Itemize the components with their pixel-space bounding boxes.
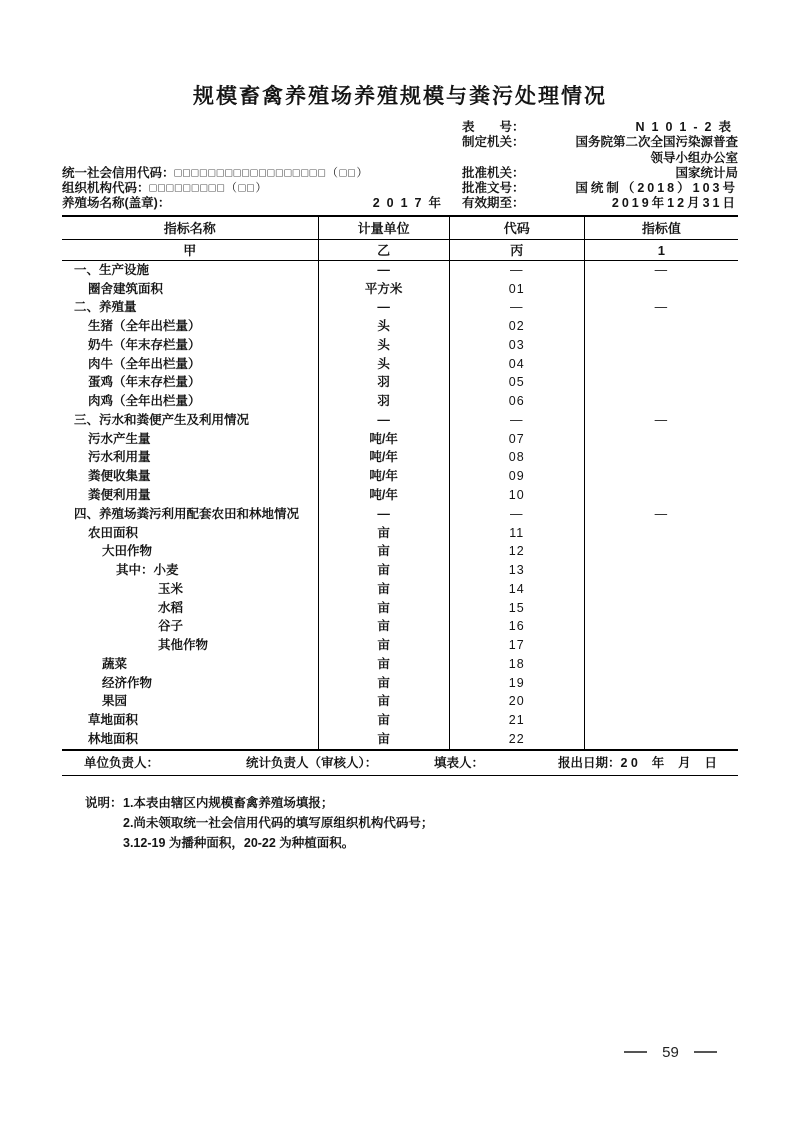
header-value: 指标值: [584, 217, 738, 239]
code-cell: 07: [449, 430, 584, 449]
signature-row: [62, 751, 738, 776]
indicator-name-cell: 污水利用量: [88, 450, 151, 465]
approval-doc-value: 国统制（2018）103号: [575, 181, 738, 196]
form-document: [62, 80, 738, 853]
code-cell: 11: [449, 524, 584, 543]
issuer-continuation: 领导小组办公室: [650, 150, 738, 165]
value-cell: [584, 542, 738, 561]
header-unit: 计量单位: [318, 217, 449, 239]
unit-cell: 吨/年: [318, 467, 449, 486]
preparer-label: 填表人：: [434, 755, 485, 770]
indicator-name-cell: 粪便收集量: [88, 469, 151, 484]
unit-cell: —: [318, 298, 449, 317]
stats-head-label: 统计负责人（审核人）：: [246, 755, 378, 770]
indicator-name-cell: 污水产生量: [88, 431, 151, 446]
value-cell: [584, 636, 738, 655]
indicator-name-cell: 经济作物: [102, 675, 153, 690]
code-cell: 12: [449, 542, 584, 561]
value-cell: [584, 617, 738, 636]
table-row: [62, 692, 738, 711]
form-number-label: 表 号：: [462, 120, 525, 134]
value-cell: [584, 711, 738, 730]
indicator-name-cell: 奶牛（年末存栏量）: [88, 337, 201, 352]
farm-name-label: 养殖场名称(盖章)：: [62, 196, 171, 211]
indicators-table: [62, 215, 738, 751]
code-cell: 03: [449, 336, 584, 355]
form-meta-block: [62, 120, 738, 212]
indicator-name-cell: 其他作物: [158, 638, 209, 653]
table-row: [62, 392, 738, 411]
value-cell: [584, 486, 738, 505]
table-row: [62, 617, 738, 636]
subheader-jia: 甲: [183, 242, 197, 258]
code-cell: 04: [449, 355, 584, 374]
unit-cell: 亩: [318, 711, 449, 730]
page-number-right-rule: [694, 1051, 717, 1053]
approver-label: 批准机关：: [462, 165, 525, 180]
unit-cell: 亩: [318, 542, 449, 561]
table-row: [62, 580, 738, 599]
indicator-name-cell: 谷子: [158, 619, 184, 634]
unit-cell: 亩: [318, 617, 449, 636]
table-row: [62, 411, 738, 430]
code-cell: 14: [449, 580, 584, 599]
value-cell: [584, 674, 738, 693]
report-date-label: 报出日期：2 0 年 月 日: [558, 755, 718, 770]
table-row: [62, 355, 738, 374]
code-cell: —: [449, 261, 584, 280]
unit-cell: —: [318, 505, 449, 524]
unit-cell: —: [318, 411, 449, 430]
table-row: [62, 430, 738, 449]
unit-cell: 羽: [318, 373, 449, 392]
value-cell: [584, 373, 738, 392]
value-cell: [584, 355, 738, 374]
indicator-name-cell: 大田作物: [102, 544, 153, 559]
indicator-name-cell: 生猪（全年出栏量）: [88, 319, 201, 334]
indicator-name-cell: 粪便利用量: [88, 487, 151, 502]
code-cell: 13: [449, 561, 584, 580]
table-row: [62, 542, 738, 561]
table-row: [62, 261, 738, 280]
code-cell: 02: [449, 317, 584, 336]
table-row: [62, 561, 738, 580]
meta-row: [62, 151, 738, 166]
table-row: [62, 505, 738, 524]
unit-cell: 亩: [318, 599, 449, 618]
meta-row: [62, 181, 738, 196]
notes-label: 说明：: [85, 795, 123, 810]
value-cell: [584, 317, 738, 336]
meta-row: [62, 196, 738, 211]
indicator-name-cell: 二、养殖量: [74, 300, 137, 315]
issuer-value: 国务院第二次全国污染源普查: [575, 135, 738, 150]
table-body: [62, 261, 738, 749]
table-row: [62, 711, 738, 730]
indicator-name-cell: 肉鸡（全年出栏量）: [88, 394, 201, 409]
unit-cell: 吨/年: [318, 486, 449, 505]
approval-doc-label: 批准文号：: [462, 181, 525, 196]
table-subheader-row: [62, 240, 738, 261]
indicator-name-cell: 圈舍建筑面积: [88, 281, 164, 296]
indicator-name-cell: 农田面积: [88, 525, 139, 540]
unit-cell: 亩: [318, 636, 449, 655]
code-cell: 18: [449, 655, 584, 674]
header-indicator-name: 指标名称: [163, 220, 216, 236]
table-row: [62, 486, 738, 505]
value-cell: —: [584, 411, 738, 430]
value-cell: [584, 448, 738, 467]
value-cell: [584, 730, 738, 749]
indicator-name-cell: 草地面积: [88, 713, 139, 728]
unit-cell: 羽: [318, 392, 449, 411]
valid-until-value: 2019年12月31日: [611, 196, 738, 211]
value-cell: [584, 580, 738, 599]
value-cell: [584, 467, 738, 486]
unit-cell: 亩: [318, 580, 449, 599]
subheader-bing: 丙: [449, 240, 584, 260]
value-cell: —: [584, 298, 738, 317]
indicator-name-cell: 肉牛（全年出栏量）: [88, 356, 201, 371]
table-row: [62, 730, 738, 749]
table-row: [62, 373, 738, 392]
indicator-name-cell: 蛋鸡（年末存栏量）: [88, 375, 201, 390]
report-year: 2017年: [372, 196, 448, 211]
code-cell: —: [449, 298, 584, 317]
notes-block: [85, 793, 738, 853]
code-cell: 20: [449, 692, 584, 711]
note-item: 3.12-19 为播种面积，20-22 为种植面积。: [123, 835, 355, 850]
table-row: [62, 298, 738, 317]
indicator-name-cell: 果园: [102, 694, 128, 709]
indicator-name-cell: 蔬菜: [102, 656, 128, 671]
value-cell: [584, 336, 738, 355]
valid-until-label: 有效期至：: [462, 196, 525, 211]
credit-code-boxes: □□□□□□□□□□□□□□□□□□（□□）: [174, 167, 370, 180]
unit-cell: 吨/年: [318, 448, 449, 467]
indicator-name-cell: 玉米: [158, 581, 184, 596]
header-code: 代码: [449, 217, 584, 239]
meta-row: [62, 120, 738, 135]
unit-cell: —: [318, 261, 449, 280]
unit-cell: 亩: [318, 674, 449, 693]
form-number-value: N101-2表: [635, 120, 738, 134]
code-cell: 08: [449, 448, 584, 467]
value-cell: [584, 280, 738, 299]
code-cell: 01: [449, 280, 584, 299]
code-cell: 06: [449, 392, 584, 411]
value-cell: —: [584, 261, 738, 280]
code-cell: 09: [449, 467, 584, 486]
code-cell: 05: [449, 373, 584, 392]
value-cell: [584, 599, 738, 618]
code-cell: 10: [449, 486, 584, 505]
unit-cell: 亩: [318, 730, 449, 749]
unit-cell: 亩: [318, 655, 449, 674]
unit-cell: 头: [318, 336, 449, 355]
note-item: 2.尚未领取统一社会信用代码的填写原组织机构代码号；: [123, 815, 434, 830]
indicator-name-cell: 水稻: [158, 600, 184, 615]
page-number: [598, 1042, 743, 1062]
code-cell: 22: [449, 730, 584, 749]
page-number-left-rule: [624, 1051, 647, 1053]
code-cell: 21: [449, 711, 584, 730]
note-item: 1.本表由辖区内规模畜禽养殖场填报；: [123, 795, 334, 810]
credit-code-label: 统一社会信用代码：: [62, 165, 175, 180]
table-row: [62, 636, 738, 655]
unit-cell: 头: [318, 355, 449, 374]
value-cell: [584, 524, 738, 543]
code-cell: 19: [449, 674, 584, 693]
table-row: [62, 674, 738, 693]
org-code-boxes: □□□□□□□□□（□□）: [149, 182, 269, 195]
unit-cell: 头: [318, 317, 449, 336]
unit-head-label: 单位负责人：: [84, 755, 160, 770]
value-cell: [584, 692, 738, 711]
unit-cell: 亩: [318, 524, 449, 543]
code-cell: —: [449, 505, 584, 524]
issuer-label: 制定机关：: [462, 135, 525, 150]
table-row: [62, 317, 738, 336]
indicator-name-cell: 三、污水和粪便产生及利用情况: [74, 412, 250, 427]
table-row: [62, 448, 738, 467]
indicator-name-cell: 其中：小麦: [116, 563, 179, 578]
org-code-label: 组织机构代码：: [62, 181, 150, 196]
unit-cell: 平方米: [318, 280, 449, 299]
table-row: [62, 280, 738, 299]
unit-cell: 亩: [318, 692, 449, 711]
value-cell: [584, 430, 738, 449]
code-cell: 15: [449, 599, 584, 618]
code-cell: 16: [449, 617, 584, 636]
code-cell: 17: [449, 636, 584, 655]
table-row: [62, 599, 738, 618]
unit-cell: 吨/年: [318, 430, 449, 449]
indicator-name-cell: 四、养殖场粪污利用配套农田和林地情况: [74, 506, 300, 521]
page-number-value: 59: [662, 1043, 679, 1061]
table-row: [62, 336, 738, 355]
approver-value: 国家统计局: [675, 165, 738, 180]
table-row: [62, 655, 738, 674]
indicator-name-cell: 林地面积: [88, 731, 139, 746]
indicator-name-cell: 一、生产设施: [74, 262, 150, 277]
notes-items: [123, 793, 738, 853]
meta-row: [62, 135, 738, 150]
code-cell: —: [449, 411, 584, 430]
value-cell: [584, 655, 738, 674]
table-row: [62, 467, 738, 486]
value-cell: [584, 561, 738, 580]
value-cell: —: [584, 505, 738, 524]
meta-row: [62, 166, 738, 181]
subheader-1: 1: [584, 240, 738, 260]
table-row: [62, 524, 738, 543]
page-title: 规模畜禽养殖场养殖规模与粪污处理情况: [193, 85, 607, 108]
table-header-row: [62, 217, 738, 240]
subheader-yi: 乙: [318, 240, 449, 260]
value-cell: [584, 392, 738, 411]
unit-cell: 亩: [318, 561, 449, 580]
